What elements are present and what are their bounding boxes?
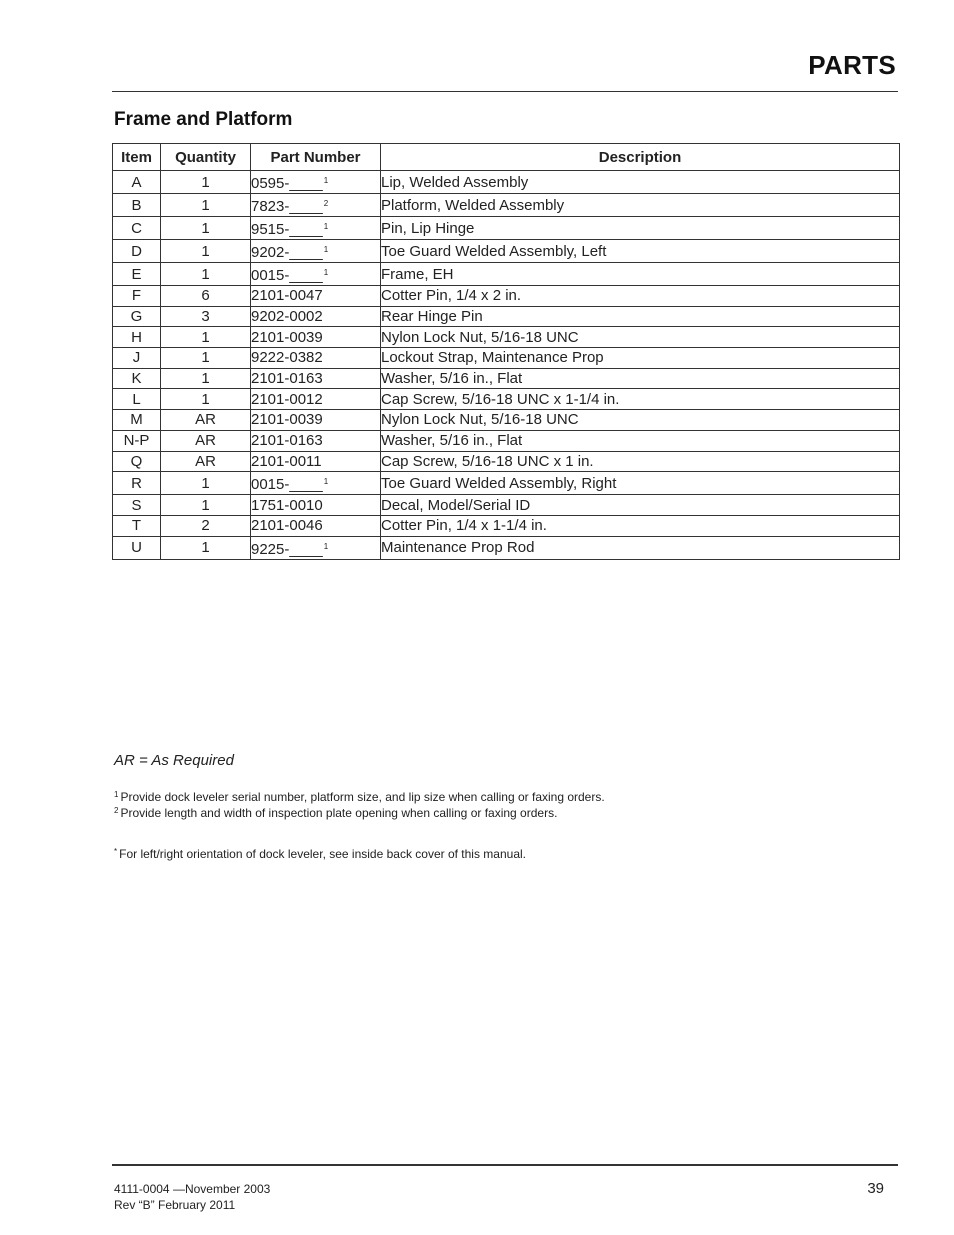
part-number-text: 2101-0011 [251,452,322,470]
item-cell: M [113,410,161,431]
table-row [113,472,900,495]
item-cell: L [113,389,161,410]
quantity-cell: 1 [161,536,251,559]
part-number-cell [251,348,381,369]
description-cell: Washer, 5/16 in., Flat [381,368,900,389]
part-number-cell [251,472,381,495]
part-number-cell [251,451,381,472]
quantity-cell: 6 [161,286,251,307]
table-row [113,240,900,263]
table-row [113,368,900,389]
quantity-cell: 1 [161,348,251,369]
column-header-quantity: Quantity [161,144,251,171]
part-number-text: 9515-____ [251,221,323,238]
part-number-text: 2101-0046 [251,517,323,535]
part-number-cell [251,368,381,389]
part-number-text: 0015-____ [251,476,323,494]
part-number-text: 2101-0163 [251,370,323,388]
part-number-text: 9222-0382 [251,349,323,367]
quantity-cell: 1 [161,240,251,263]
footnote-text: Provide length and width of inspection plate opening when calling or faxing orders. [120,806,558,820]
footnote-1 [114,790,605,804]
part-number-text: 2101-0039 [251,411,323,429]
footer-divider [112,1164,898,1166]
part-number-cell [251,495,381,516]
document-info [114,1181,270,1213]
quantity-cell: AR [161,430,251,451]
page-number: 39 [867,1180,884,1197]
section-title: Frame and Platform [114,109,293,130]
item-cell: K [113,368,161,389]
description-cell: Pin, Lip Hinge [381,217,900,240]
item-cell: U [113,536,161,559]
quantity-cell: 1 [161,327,251,348]
description-cell: Lockout Strap, Maintenance Prop [381,348,900,369]
column-header-part-number: Part Number [251,144,381,171]
table-header-row [113,144,900,171]
part-number-cell [251,194,381,217]
table-row [113,217,900,240]
table-row [113,430,900,451]
quantity-cell: 1 [161,495,251,516]
part-number-text: 9225-____ [251,540,323,558]
description-cell: Cotter Pin, 1/4 x 1-1/4 in. [381,515,900,536]
table-row [113,495,900,516]
parts-table-body [113,171,900,560]
part-number-cell [251,217,381,240]
part-number-cell [251,410,381,431]
footnote-2 [114,806,557,820]
part-number-cell [251,430,381,451]
description-cell: Nylon Lock Nut, 5/16-18 UNC [381,410,900,431]
item-cell: S [113,495,161,516]
footnote-text: Provide dock leveler serial number, platform size, and lip size when calling or faxing orders. [120,790,605,804]
item-cell: F [113,286,161,307]
column-header-description: Description [381,144,900,171]
item-cell: B [113,194,161,217]
footnote-mark: * [114,847,118,856]
part-number-text: 9202-____ [251,244,323,261]
table-row [113,286,900,307]
part-number-cell [251,327,381,348]
item-cell: A [113,171,161,194]
part-number-cell [251,240,381,263]
table-row [113,263,900,286]
column-header-item: Item [113,144,161,171]
part-number-text: 2101-0163 [251,432,323,450]
description-cell: Platform, Welded Assembly [381,194,900,217]
footnote-reference: 1 [323,477,329,487]
description-cell: Frame, EH [381,263,900,286]
part-number-cell [251,171,381,194]
quantity-cell: 1 [161,472,251,495]
description-cell: Rear Hinge Pin [381,306,900,327]
item-cell: C [113,217,161,240]
quantity-cell: AR [161,410,251,431]
footnote-reference: 1 [323,541,329,551]
table-row [113,410,900,431]
table-row [113,348,900,369]
part-number-text: 2101-0047 [251,287,323,305]
table-row [113,171,900,194]
item-cell: J [113,348,161,369]
description-cell: Decal, Model/Serial ID [381,495,900,516]
quantity-cell: 3 [161,306,251,327]
description-cell: Maintenance Prop Rod [381,536,900,559]
page-title: PARTS [808,50,896,80]
item-cell: E [113,263,161,286]
table-row [113,389,900,410]
description-cell: Cotter Pin, 1/4 x 2 in. [381,286,900,307]
part-number-cell [251,286,381,307]
part-number-cell [251,263,381,286]
item-cell: H [113,327,161,348]
table-row [113,194,900,217]
document-number: 4111-0004 —November 2003 [114,1182,271,1196]
description-cell: Washer, 5/16 in., Flat [381,430,900,451]
header-divider [112,91,898,92]
item-cell: T [113,515,161,536]
parts-table [112,143,900,560]
table-row [113,515,900,536]
description-cell: Nylon Lock Nut, 5/16-18 UNC [381,327,900,348]
part-number-cell [251,536,381,559]
description-cell: Cap Screw, 5/16-18 UNC x 1 in. [381,451,900,472]
quantity-cell: 1 [161,171,251,194]
footnote-reference: 2 [323,199,329,208]
quantity-cell: 1 [161,368,251,389]
revision-date: Rev “B” February 2011 [114,1198,236,1212]
description-cell: Toe Guard Welded Assembly, Left [381,240,900,263]
part-number-text: 0595-____ [251,175,323,192]
footnote-text: For left/right orientation of dock leveler, see inside back cover of this manual. [119,847,526,861]
part-number-cell [251,306,381,327]
quantity-cell: 1 [161,389,251,410]
quantity-cell: 2 [161,515,251,536]
part-number-text: 9202-0002 [251,308,323,326]
footnote-orientation [114,847,526,861]
table-row [113,306,900,327]
table-row [113,327,900,348]
part-number-text: 7823-____ [251,198,323,215]
item-cell: R [113,472,161,495]
part-number-text: 2101-0039 [251,328,323,346]
part-number-cell [251,389,381,410]
footnote-mark: 1 [114,790,119,799]
quantity-cell: 1 [161,217,251,240]
footnote-reference: 1 [323,176,329,185]
footnote-reference: 1 [323,222,329,231]
description-cell: Cap Screw, 5/16-18 UNC x 1-1/4 in. [381,389,900,410]
footnote-mark: 2 [114,806,119,815]
part-number-cell [251,515,381,536]
table-row [113,536,900,559]
item-cell: Q [113,451,161,472]
description-cell: Lip, Welded Assembly [381,171,900,194]
quantity-cell: 1 [161,263,251,286]
quantity-cell: 1 [161,194,251,217]
part-number-text: 1751-0010 [251,496,323,514]
footnote-reference: 1 [323,268,329,277]
description-cell: Toe Guard Welded Assembly, Right [381,472,900,495]
item-cell: G [113,306,161,327]
item-cell: D [113,240,161,263]
as-required-note: AR = As Required [114,752,234,769]
table-row [113,451,900,472]
item-cell: N-P [113,430,161,451]
part-number-text: 0015-____ [251,267,323,284]
footnote-reference: 1 [323,245,329,254]
part-number-text: 2101-0012 [251,390,323,408]
quantity-cell: AR [161,451,251,472]
